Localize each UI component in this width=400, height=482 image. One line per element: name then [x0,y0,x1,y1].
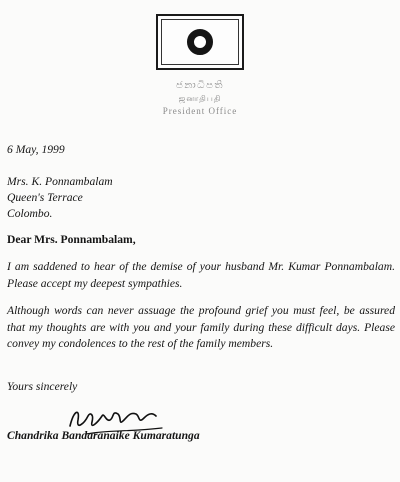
recipient-city: Colombo. [7,207,53,220]
letterhead-line-sinhala: ජනාධිපති [176,80,224,91]
body-paragraph-2: Although words can never assuage the profound grief you must feel, be assured that my thoughts are with you and your family during these difficult days. Please convey my condolences to the rest of the family members. [7,304,395,350]
body-paragraph-1: I am saddened to hear of the demise of your husband Mr. Kumar Ponnambalam. Please accept my deepest sympathies. [7,260,395,290]
letterhead-line-english: President Office [162,106,238,116]
salutation: Dear Mrs. Ponnambalam, [7,233,136,246]
letter-date: 6 May, 1999 [7,143,65,156]
recipient-street: Queen's Terrace [7,191,83,204]
closing: Yours sincerely [7,380,78,393]
letterhead-line-tamil: ஜனாதிபதி [178,94,222,103]
recipient-name: Mrs. K. Ponnambalam [7,175,113,188]
signatory-name: Chandrika Bandaranaike Kumaratunga [7,429,200,442]
flag-emblem-icon [156,14,244,70]
